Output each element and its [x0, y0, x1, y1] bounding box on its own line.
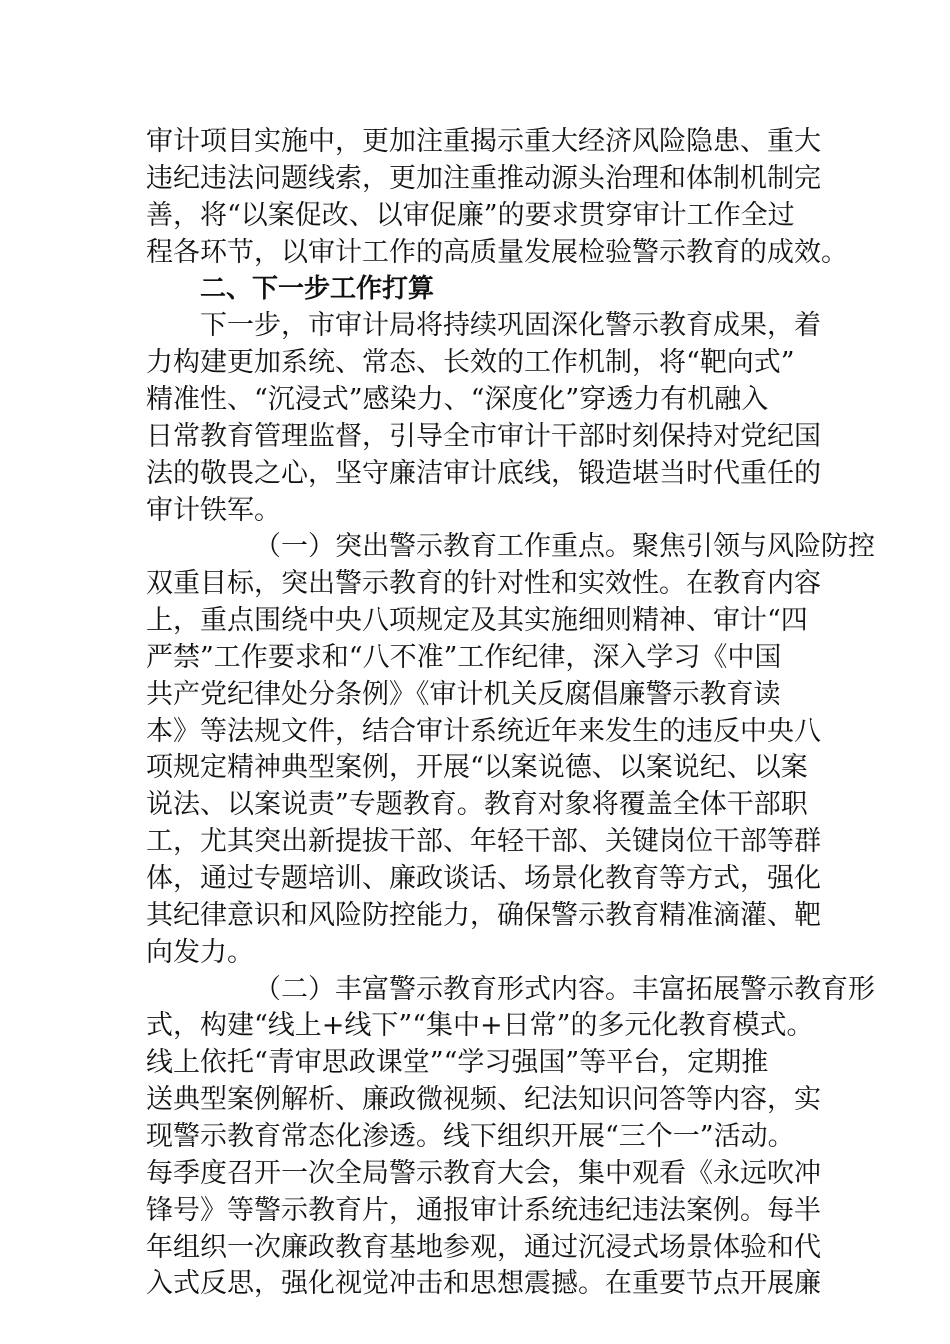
text-line: 每季度召开一次全局警示教育大会，集中观看《永远吹冲	[146, 1157, 821, 1189]
text-line: 共产党纪律处分条例》《审计机关反腐倡廉警示教育读	[146, 678, 781, 710]
text-line: 项规定精神典型案例，开展“以案说德、以案说纪、以案	[146, 752, 808, 784]
text-line: 日常教育管理监督，引导全市审计干部时刻保持对党纪国	[146, 420, 821, 452]
text-line: 说法、以案说责”专题教育。教育对象将覆盖全体干部职	[146, 789, 808, 821]
text-line: 现警示教育常态化渗透。线下组织开展“三个一”活动。	[146, 1120, 795, 1152]
text-line: 送典型案例解析、廉政微视频、纪法知识问答等内容，实	[146, 1084, 821, 1116]
text-line: 上，重点围绕中央八项规定及其实施细则精神、审计“四	[146, 605, 808, 637]
text-line: 程各环节，以审计工作的高质量发展检验警示教育的成效。	[146, 236, 848, 268]
text-line: 入式反思，强化视觉冲击和思想震撼。在重要节点开展廉	[146, 1268, 821, 1300]
text-line: 锋号》等警示教育片，通报审计系统违纪违法案例。每半	[146, 1194, 821, 1226]
text-line: 善，将“以案促改、以审促廉”的要求贯穿审计工作全过	[146, 199, 795, 231]
text-line: 工，尤其突出新提拔干部、年轻干部、关键岗位干部等群	[146, 826, 821, 858]
text-line: 双重目标，突出警示教育的针对性和实效性。在教育内容	[146, 568, 821, 600]
text-line: 法的敬畏之心，坚守廉洁审计底线，锻造堪当时代重任的	[146, 457, 821, 489]
text-line: 精准性、“沉浸式”感染力、“深度化”穿透力有机融入	[146, 383, 769, 415]
text-line: 年组织一次廉政教育基地参观，通过沉浸式场景体验和代	[146, 1231, 821, 1263]
text-line: 本》等法规文件，结合审计系统近年来发生的违反中央八	[146, 715, 821, 747]
text-line: 式，构建“线上+线下”“集中+日常”的多元化教育模式。	[146, 1010, 814, 1042]
text-line: （二）丰富警示教育形式内容。丰富拓展警示教育形	[254, 973, 875, 1005]
text-line: 体，通过专题培训、廉政谈话、场景化教育等方式，强化	[146, 863, 821, 894]
text-line: 下一步，市审计局将持续巩固深化警示教育成果，着	[200, 310, 821, 342]
text-line: 严禁”工作要求和“八不准”工作纪律，深入学习《中国	[146, 641, 782, 673]
text-line: 违纪违法问题线索，更加注重推动源头治理和体制机制完	[146, 162, 821, 194]
text-line: 审计铁军。	[146, 494, 281, 526]
text-line: 向发力。	[146, 936, 254, 968]
text-line: 线上依托“青审思政课堂”“学习强国”等平台，定期推	[146, 1047, 769, 1079]
text-line: 其纪律意识和风险防控能力，确保警示教育精准滴灌、靶	[146, 899, 821, 931]
text-line: 力构建更加系统、常态、长效的工作机制，将“靶向式”	[146, 347, 795, 379]
text-line: （一）突出警示教育工作重点。聚焦引领与风险防控	[254, 531, 875, 563]
text-line: 审计项目实施中，更加注重揭示重大经济风险隐患、重大	[146, 126, 821, 157]
section-heading: 二、下一步工作打算	[200, 274, 435, 305]
